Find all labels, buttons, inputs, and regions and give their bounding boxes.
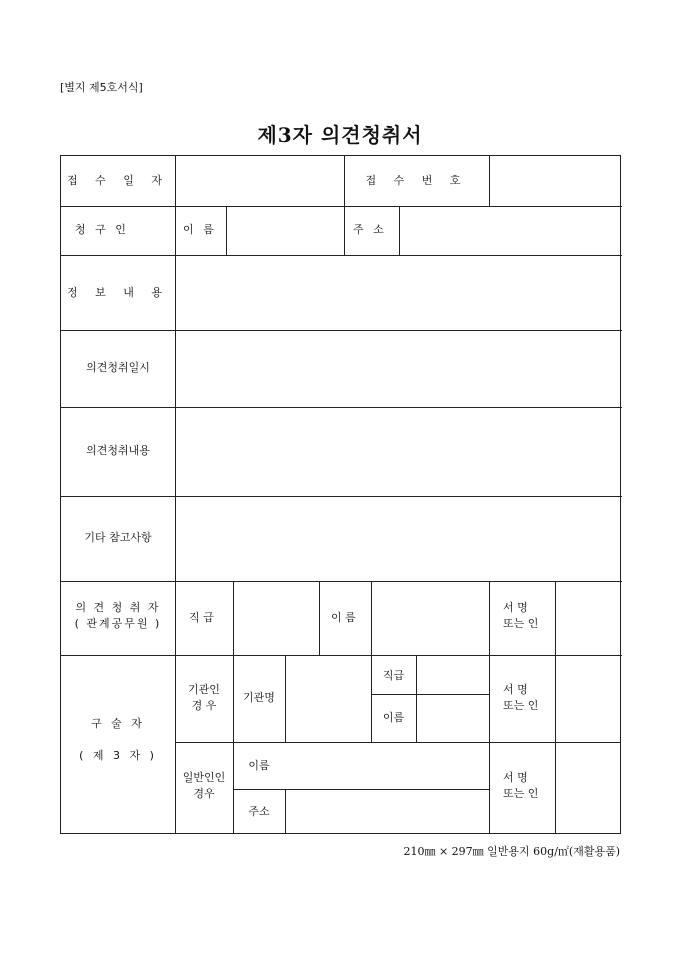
third-party-label-line1: 구 술 자 [91, 717, 145, 730]
row-divider [371, 694, 489, 695]
agency-person-label: 이름 [382, 711, 405, 724]
row-divider [61, 255, 622, 256]
hearing-datetime-label: 의견청취일시 [86, 361, 150, 374]
form-number-tag: [별지 제5호서식] [60, 81, 143, 94]
col-divider [175, 156, 176, 834]
hearing-form-table [60, 155, 621, 834]
hearer-label [61, 600, 175, 632]
col-divider [489, 156, 490, 206]
col-divider [555, 581, 556, 834]
individual-case-label [175, 770, 233, 802]
agency-rank-label: 직급 [382, 669, 405, 682]
sign-line1: 서 명 [503, 601, 528, 614]
individual-address-label: 주소 [248, 805, 270, 818]
sign-line1: 서 명 [503, 771, 528, 784]
col-divider [489, 581, 490, 834]
hearer-rank-label: 직 급 [189, 611, 214, 624]
page-title: 제3자 의견청취서 [257, 123, 423, 147]
receipt-date-label: 접 수 일 자 [67, 174, 169, 187]
individual-signature-label [503, 770, 538, 802]
hearer-signature-label [503, 600, 538, 632]
col-divider [285, 655, 286, 742]
col-divider [226, 206, 227, 255]
sign-line2: 또는 인 [503, 699, 539, 712]
hearer-name-label: 이 름 [331, 611, 356, 624]
paper-spec-note: 210㎜ × 297㎜ 일반용지 60g/㎡(재활용품) [403, 845, 620, 858]
third-party-label-line2: ( 제 3 자 ) [79, 749, 157, 762]
receipt-number-label: 접 수 번 호 [365, 174, 468, 187]
hearer-label-line1: 의 견 청 취 자 [75, 601, 161, 614]
col-divider [371, 581, 372, 655]
row-divider [61, 581, 622, 582]
requester-name-label: 이 름 [183, 223, 217, 236]
individual-name-label: 이름 [248, 759, 270, 772]
col-divider [416, 655, 417, 742]
row-divider [233, 789, 489, 790]
agency-case-label [175, 682, 233, 714]
agency-signature-label [503, 682, 538, 714]
row-divider [61, 407, 622, 408]
requester-label: 청 구 인 [75, 223, 129, 236]
other-notes-label: 기타 참고사항 [84, 531, 152, 544]
hearing-content-label: 의견청취내용 [86, 444, 150, 457]
col-divider [285, 789, 286, 834]
col-divider [319, 581, 320, 655]
row-divider [61, 655, 622, 656]
individual-case-line1: 일반인인 [182, 771, 226, 784]
agency-case-line2: 경 우 [191, 699, 217, 712]
col-divider [344, 206, 345, 255]
sign-line2: 또는 인 [503, 617, 539, 630]
sign-line2: 또는 인 [503, 787, 539, 800]
hearer-label-line2: ( 관계공무원 ) [74, 617, 162, 630]
third-party-label [61, 716, 175, 764]
info-content-label: 정 보 내 용 [67, 286, 169, 299]
agency-case-line1: 기관인 [188, 683, 220, 696]
col-divider [233, 581, 234, 655]
row-divider [61, 330, 622, 331]
requester-address-label: 주 소 [353, 223, 387, 236]
row-divider [61, 496, 622, 497]
individual-case-line2: 경우 [193, 787, 215, 800]
row-divider [61, 206, 622, 207]
col-divider [399, 206, 400, 255]
sign-line1: 서 명 [503, 683, 528, 696]
agency-name-label: 기관명 [243, 691, 275, 704]
